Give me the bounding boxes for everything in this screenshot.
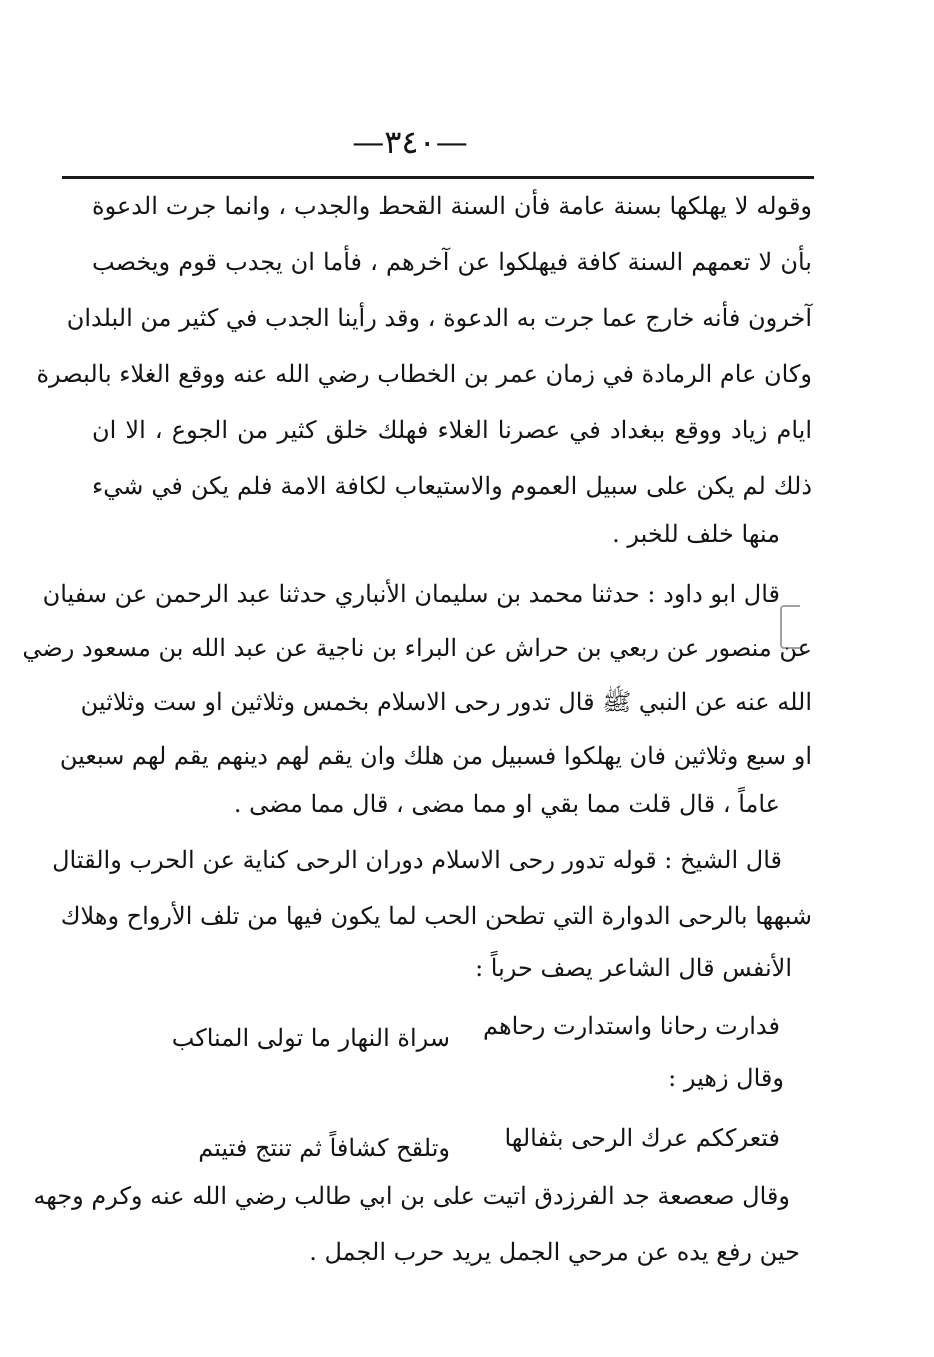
text-line: وقال زهير : [668, 1064, 784, 1092]
poem-verse-first: فتعرككم عرك الرحى بثفالها [504, 1124, 780, 1152]
poem-verse-first: فدارت رحانا واستدارت رحاهم [483, 1012, 780, 1040]
text-line: او سبع وثلاثين فان يهلكوا فسبيل من هلك وان يقم لهم دينهم يقم لهم سبعين [59, 742, 812, 770]
poem-verse-second: سراة النهار ما تولى المناكب [171, 1024, 450, 1052]
text-line: قال ابو داود : حدثنا محمد بن سليمان الأنباري حدثنا عبد الرحمن عن سفيان [42, 580, 780, 608]
text-line: وقوله لا يهلكها بسنة عامة فأن السنة القحط والجدب ، وانما جرت الدعوة [92, 192, 812, 220]
poem-verse-second: وتلقح كشافاً ثم تنتج فتيتم [198, 1134, 450, 1162]
text-line: ذلك لم يكن على سبيل العموم والاستيعاب لكافة الامة فلم يكن في شيء [92, 472, 812, 500]
text-line: قال الشيخ : قوله تدور رحى الاسلام دوران الرحى كناية عن الحرب والقتال [52, 846, 782, 874]
text-line: الأنفس قال الشاعر يصف حرباً : [475, 954, 792, 982]
text-line: منها خلف للخبر . [612, 520, 780, 548]
text-line: بأن لا تعمهم السنة كافة فيهلكوا عن آخرهم ، فأما ان يجدب قوم ويخصب [92, 248, 812, 276]
text-line: شبهها بالرحى الدوارة التي تطحن الحب لما يكون فيها من تلف الأرواح وهلاك [60, 902, 812, 930]
text-line: آخرون فأنه خارج عما جرت به الدعوة ، وقد رأينا الجدب في كثير من البلدان [66, 304, 812, 332]
header-rule [62, 176, 814, 179]
text-line: عاماً ، قال قلت مما بقي او مما مضى ، قال مما مضى . [233, 790, 780, 818]
text-line: عن منصور عن ربعي بن حراش عن البراء بن ناجية عن عبد الله بن مسعود رضي [22, 634, 812, 662]
text-line: الله عنه عن النبي ﷺ قال تدور رحى الاسلام بخمس وثلاثين او ست وثلاثين [80, 688, 812, 716]
text-line: حين رفع يده عن مرحي الجمل يريد حرب الجمل . [309, 1238, 800, 1266]
text-line: وكان عام الرمادة في زمان عمر بن الخطاب رضي الله عنه ووقع الغلاء بالبصرة [36, 360, 812, 388]
text-line: وقال صعصعة جد الفرزدق اتيت على بن ابي طالب رضي الله عنه وكرم وجهه [33, 1182, 790, 1210]
page-number: —٣٤٠— [352, 123, 468, 161]
text-line: ايام زياد ووقع ببغداد في عصرنا الغلاء فهلك خلق كثير من الجوع ، الا ان [92, 416, 812, 444]
